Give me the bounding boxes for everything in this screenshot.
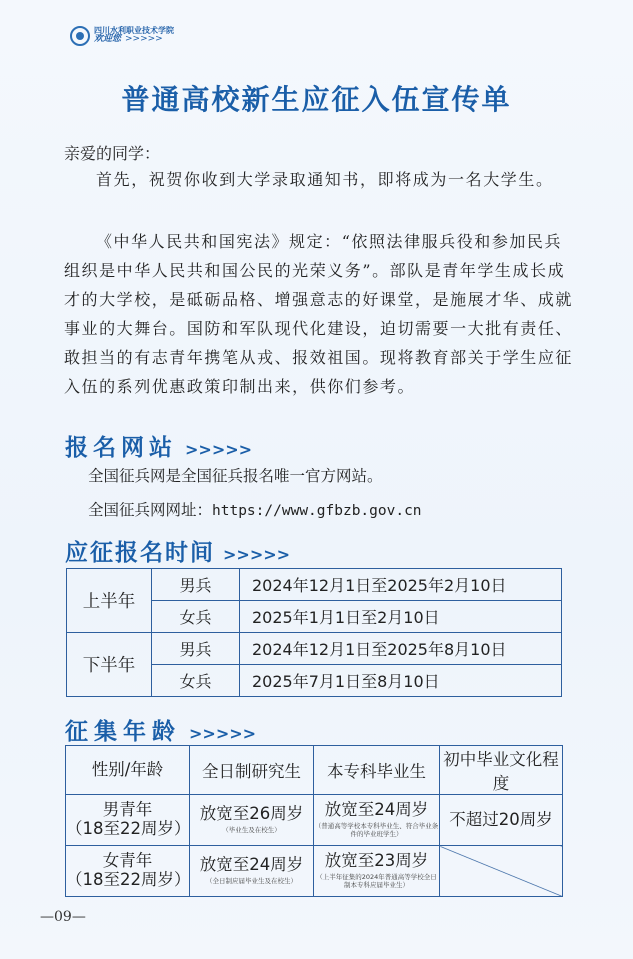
male-grad-cell <box>190 795 314 846</box>
male-label: 男青年 <box>102 800 153 820</box>
male-junior-cell <box>440 795 563 846</box>
website-heading-text: 报名网站 <box>65 435 177 461</box>
column-header: 本专科毕业生 <box>314 746 440 795</box>
sex-cell: 女兵 <box>152 601 240 633</box>
time-heading-text: 应征报名时间 <box>65 540 215 566</box>
letter-paragraph-1: 首先，祝贺你收到大学录取通知书，即将成为一名大学生。 <box>96 170 554 189</box>
time-heading-arrows: >>>>> <box>223 545 291 564</box>
female-range: （18至22周岁） <box>66 870 191 889</box>
welcome-line <box>94 35 174 44</box>
male-grad-value: 放宽至26周岁 <box>199 804 304 824</box>
table-row <box>67 569 562 601</box>
section-heading-time <box>65 534 290 567</box>
male-junior-value: 不超过20周岁 <box>449 809 553 829</box>
sex-cell: 男兵 <box>152 633 240 665</box>
column-header: 性别/年龄 <box>66 746 190 795</box>
logo-text <box>94 27 174 45</box>
male-undergrad-value: 放宽至24周岁 <box>324 800 429 820</box>
column-header: 全日制研究生 <box>190 746 314 795</box>
school-name: 四川水利职业技术学院 <box>94 26 174 36</box>
female-grad-cell <box>190 846 314 897</box>
male-label-cell <box>66 795 190 846</box>
sex-cell: 男兵 <box>152 569 240 601</box>
date-cell: 2024年12月1日至2025年8月10日 <box>240 633 562 665</box>
date-cell: 2025年7月1日至8月10日 <box>240 665 562 697</box>
table-row <box>67 633 562 665</box>
second-half-label: 下半年 <box>67 633 152 697</box>
male-undergrad-cell <box>314 795 440 846</box>
section-heading-website <box>65 429 252 462</box>
website-url-link[interactable]: https://www.gfbzb.gov.cn <box>212 503 422 519</box>
page-number: —09— <box>40 909 86 925</box>
table-row <box>66 795 563 846</box>
column-header: 初中毕业文化程度 <box>440 746 563 795</box>
male-undergrad-note: （普通高等学校本专科毕业生、符合毕业条件的毕业班学生） <box>314 822 439 839</box>
registration-time-table <box>66 568 562 697</box>
sex-cell: 女兵 <box>152 665 240 697</box>
female-grad-note: （全日制应届毕业生及在校生） <box>206 877 297 886</box>
female-grad-value: 放宽至24周岁 <box>199 855 304 875</box>
female-label-cell <box>66 846 190 897</box>
age-heading-arrows: >>>>> <box>189 724 257 743</box>
age-limit-table <box>65 745 563 897</box>
letter-paragraph-2: 《中华人民共和国宪法》规定：“依照法律服兵役和参加民兵组织是中华人民共和国公民的光荣义务”。部队是青年学生成长成才的大学校，是砥砺品格、增强意志的好课堂，是施展才华、成就事业的大舞台。国防和军队现代化建设，迫切需要一大批有责任、敢担当的有志青年携笔从戎、报效祖国。现将教育部关于学生应征入伍的系列优惠政策印制出来，供你们参考。 <box>64 232 573 396</box>
website-url-line <box>88 498 422 520</box>
date-cell: 2025年1月1日至2月10日 <box>240 601 562 633</box>
female-undergrad-value: 放宽至23周岁 <box>324 851 429 871</box>
website-heading-arrows: >>>>> <box>185 440 253 459</box>
school-logo <box>70 26 174 46</box>
male-range: （18至22周岁） <box>66 819 191 838</box>
age-heading-text: 征集年龄 <box>65 719 181 745</box>
welcome-arrows: >>>>> <box>125 34 163 45</box>
first-half-label: 上半年 <box>67 569 152 633</box>
date-cell: 2024年12月1日至2025年2月10日 <box>240 569 562 601</box>
female-undergrad-cell <box>314 846 440 897</box>
page-title: 普通高校新生应征入伍宣传单 <box>121 83 512 116</box>
school-emblem-icon <box>70 26 90 46</box>
welcome-text: 欢迎您 <box>94 34 122 45</box>
table-header-row <box>66 746 563 795</box>
section-heading-age <box>65 713 256 746</box>
female-label: 女青年 <box>102 851 153 871</box>
website-url-label: 全国征兵网网址： <box>88 501 213 519</box>
website-description: 全国征兵网是全国征兵报名唯一官方网站。 <box>88 467 383 485</box>
female-junior-empty-cell <box>440 846 563 897</box>
male-grad-note: （毕业生及在校生） <box>222 826 281 835</box>
table-row <box>66 846 563 897</box>
female-undergrad-note: （上半年征集的2024年普通高等学校全日制本专科应届毕业生） <box>316 873 437 890</box>
letter-greeting: 亲爱的同学： <box>64 144 161 163</box>
